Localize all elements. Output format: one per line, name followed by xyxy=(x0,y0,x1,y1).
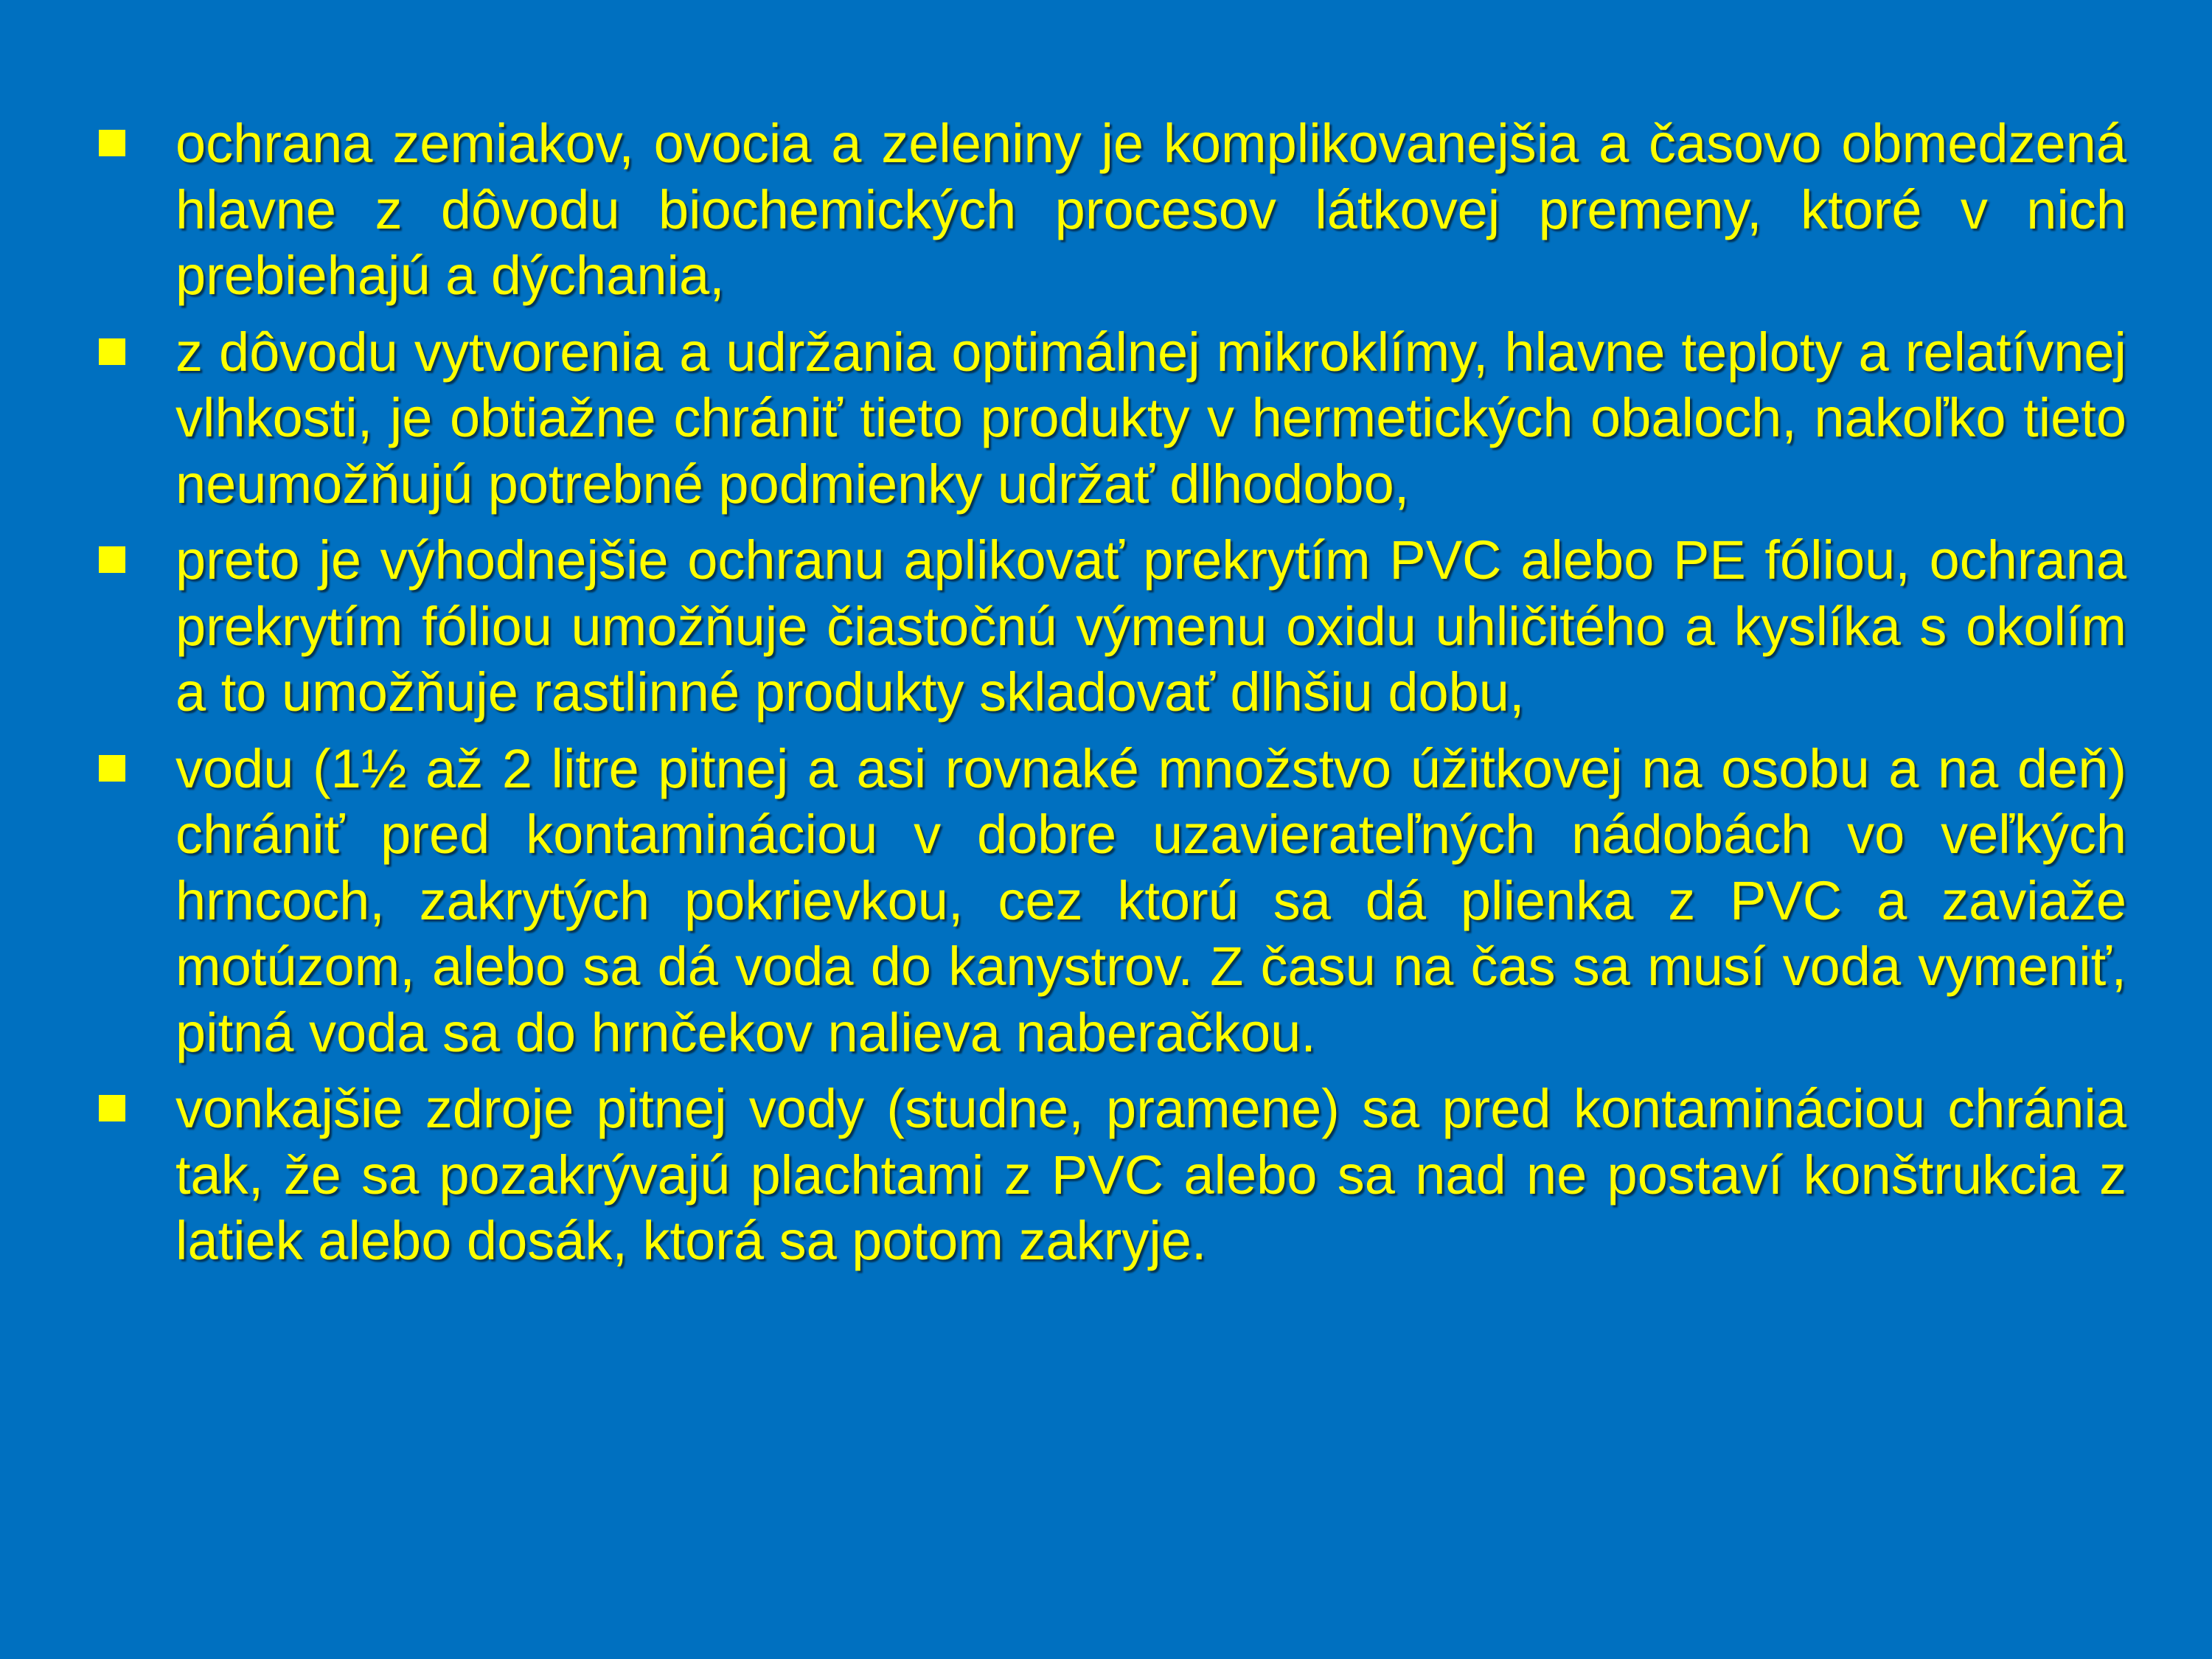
bullet-item xyxy=(96,319,2126,518)
bullet-item xyxy=(96,111,2126,309)
square-bullet-icon xyxy=(99,338,125,365)
bullet-list xyxy=(96,111,2126,1284)
bullet-item xyxy=(96,1076,2126,1274)
bullet-text: vonkajšie zdroje pitnej vody (studne, pramene) sa pred kontamináciou chránia tak, že sa pozakrývajú plachtami z PVC alebo sa nad ne postaví konštrukcia z latiek alebo dosák, ktorá sa potom zakryje. xyxy=(175,1078,2126,1271)
bullet-text: ochrana zemiakov, ovocia a zeleniny je komplikovanejšia a časovo obmedzená hlavne z dôvodu biochemických procesov látkovej premeny, ktoré v nich prebiehajú a dýchania, xyxy=(175,113,2126,306)
square-bullet-icon xyxy=(99,755,125,782)
bullet-text: vodu (1½ až 2 litre pitnej a asi rovnaké množstvo úžitkovej na osobu a na deň) chrániť pred kontamináciou v dobre uzavierateľných nádobách vo veľkých hrncoch, zakrytých pokrievkou, cez ktorú sa dá plienka z PVC a zaviaže motúzom, alebo sa dá voda do kanystrov. Z času na čas sa musí voda vymeniť, pitná voda sa do hrnčekov nalieva naberačkou. xyxy=(175,737,2126,1063)
square-bullet-icon xyxy=(99,1095,125,1121)
bullet-text: preto je výhodnejšie ochranu aplikovať prekrytím PVC alebo PE fóliou, ochrana prekrytím fóliou umožňuje čiastočnú výmenu oxidu uhličitého a kyslíka s okolím a to umožňuje rastlinné produkty skladovať dlhšiu dobu, xyxy=(175,529,2126,723)
square-bullet-icon xyxy=(99,546,125,573)
bullet-item xyxy=(96,527,2126,726)
bullet-text: z dôvodu vytvorenia a udržania optimálnej mikroklímy, hlavne teploty a relatívnej vlhkosti, je obtiažne chrániť tieto produkty v hermetických obaloch, nakoľko tieto neumožňujú potrebné podmienky udržať dlhodobo, xyxy=(175,321,2126,515)
square-bullet-icon xyxy=(99,130,125,156)
bullet-item xyxy=(96,736,2126,1066)
